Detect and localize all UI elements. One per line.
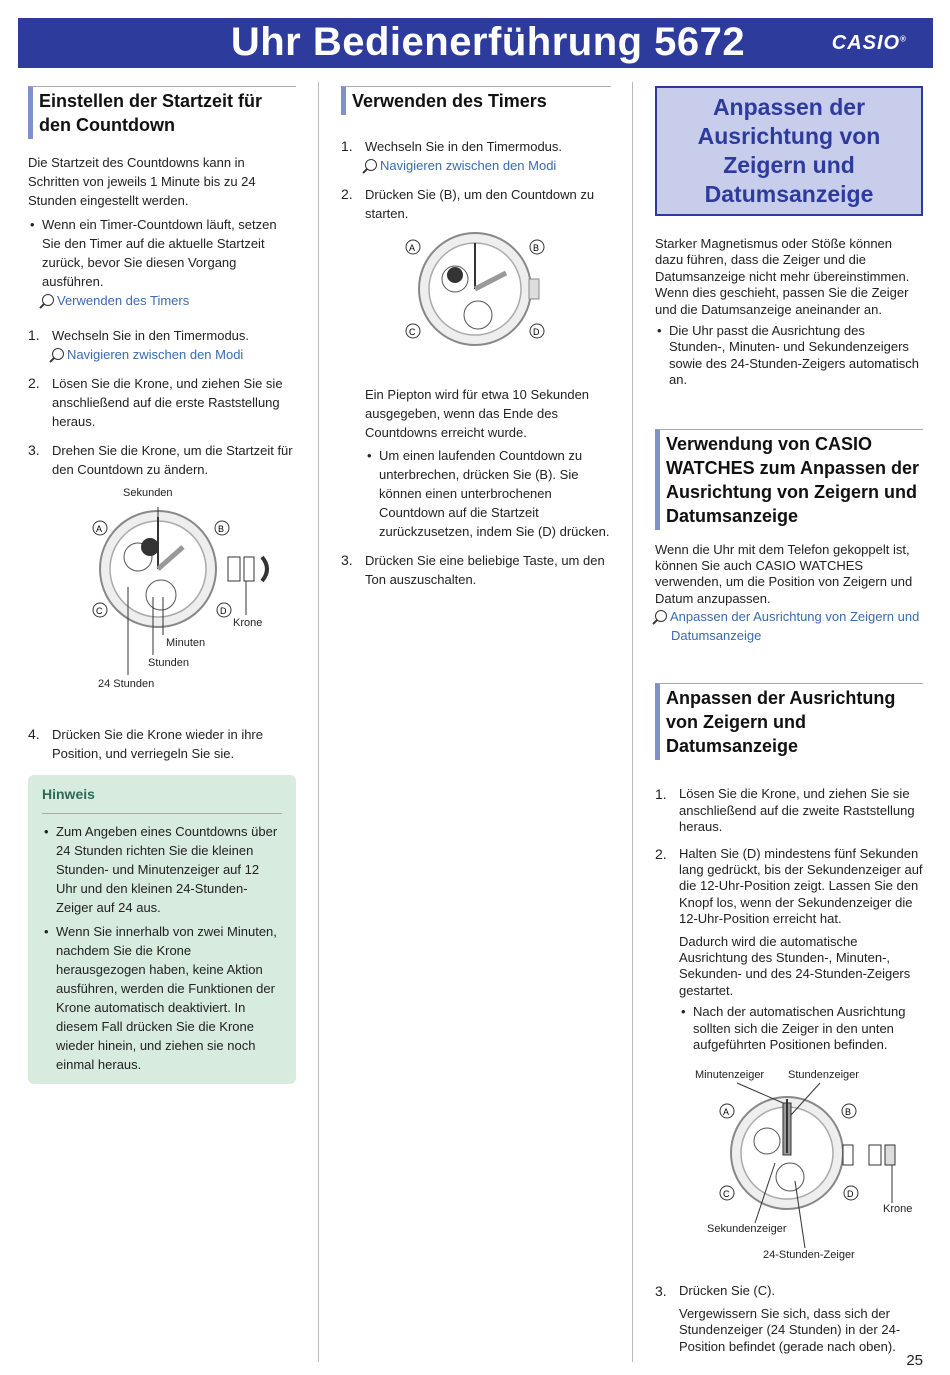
page-header: [18, 18, 933, 68]
search-icon: [42, 294, 54, 306]
svg-text:B: B: [533, 243, 540, 253]
step-2: 2. Lösen Sie die Krone, und ziehen Sie sie anschließend auf die erste Raststellung heraus.: [28, 375, 283, 429]
beep-text: Ein Piepton wird für etwa 10 Sekunden ausgegeben, wenn das Ende des Countdowns erreicht wurde.: [365, 387, 590, 440]
section-heading: Einstellen der Startzeit für den Countdown: [28, 86, 296, 139]
label-minuten: Minuten: [166, 637, 206, 649]
bullet-note: • Wenn ein Timer-Countdown läuft, setzen Sie den Timer auf die aktuelle Startzeit zurück, bevor Sie diesen Vorgang ausführen.: [28, 215, 296, 291]
watch-illustration: [655, 1063, 923, 1263]
search-icon: [52, 348, 64, 360]
section-heading: Verwendung von CASIO WATCHES zum Anpassen der Ausrichtung von Zeigern und Datumsanzeige: [655, 429, 923, 530]
step-2: 2. Halten Sie (D) mindestens fünf Sekunden lang gedrückt, bis der Sekundenzeiger auf die 12-Uhr-Position zeigt. Lassen Sie den Knopf los, wenn der Sekundenzeiger die 12-Uhr-Position erreicht hat. Dadurch wird die automatische Ausrichtung des Stunden-, Minuten-, Sekunden- und des 24-Stunden-Zeigers gestartet. • Nach der automatischen Ausrichtung sollten sich die Zeiger in den unten aufgeführten Positionen befinden.: [655, 846, 923, 1054]
column-2: [341, 86, 611, 589]
step-3: 3. Drücken Sie eine beliebige Taste, um den Ton auszuschalten.: [341, 552, 605, 587]
link-navigieren-modi[interactable]: Navigieren zwischen den Modi: [365, 156, 611, 175]
label-stundenzeiger: Stundenzeiger: [788, 1069, 859, 1082]
section-heading: Anpassen der Ausrichtung von Zeigern und Datumsanzeige: [655, 683, 923, 760]
label-24-stunden-zeiger: 24-Stunden-Zeiger: [763, 1249, 855, 1262]
watch-illustration: [341, 231, 611, 361]
step-2-bullet: • Nach der automatischen Ausrichtung sollten sich die Zeiger in den unten aufgeführten Positionen befinden.: [679, 1004, 923, 1053]
search-icon: [365, 159, 377, 171]
svg-text:D: D: [533, 327, 540, 337]
hint-bullet: • Wenn Sie innerhalb von zwei Minuten, nachdem Sie die Krone herausgezogen haben, keine Aktion ausführen, werden die Funktionen der Krone automatisch deaktiviert. In diesem Fall drücken Sie die Krone wieder hinein, und ziehen sie noch einmal heraus.: [42, 922, 282, 1074]
svg-text:B: B: [845, 1107, 852, 1118]
bullet-note: • Um einen laufenden Countdown zu unterbrechen, drücken Sie (B). Sie können einen unterbrochenen Countdown auf die Startzeit zurückzusetzen, indem Sie (D) drücken.: [365, 446, 611, 541]
svg-text:D: D: [220, 606, 227, 616]
page-title: Uhr Bedienerführung 5672: [230, 20, 746, 64]
label-sekunden: Sekunden: [123, 487, 173, 499]
paragraph: Wenn die Uhr mit dem Telefon gekoppelt ist, können Sie auch CASIO WATCHES verwenden, um die Position von Zeigern und Datum anzupassen.: [655, 541, 913, 606]
page-number: 25: [906, 1352, 923, 1369]
section-heading: Verwenden des Timers: [341, 86, 611, 115]
link-anpassen-ausrichtung[interactable]: Anpassen der Ausrichtung von Zeigern und Datumsanzeige: [655, 607, 923, 645]
hint-box: [28, 775, 296, 1084]
link-navigieren-modi[interactable]: Navigieren zwischen den Modi: [52, 345, 296, 364]
search-icon: [655, 610, 667, 622]
column-3: [655, 86, 923, 1355]
svg-text:B: B: [218, 524, 225, 534]
svg-text:C: C: [723, 1189, 730, 1200]
column-divider: [318, 82, 319, 1362]
label-24-stunden: 24 Stunden: [98, 678, 155, 690]
section-box-title: Anpassen der Ausrichtung von Zeigern und Datumsanzeige: [655, 86, 923, 216]
label-sekundenzeiger: Sekundenzeiger: [707, 1223, 787, 1236]
label-krone: Krone: [233, 617, 263, 629]
watch-diagram-hands: [655, 1063, 923, 1263]
step-1: 1. Wechseln Sie in den Timermodus. Navigieren zwischen den Modi: [28, 326, 296, 364]
intro-text: Die Startzeit des Countdowns kann in Schritten von jeweils 1 Minute bis zu 24 Stunden eingestellt werden.: [28, 155, 256, 208]
column-1: [28, 86, 296, 1084]
casio-logo: CASIO®: [831, 32, 907, 54]
step-1: 1. Wechseln Sie in den Timermodus. Navigieren zwischen den Modi: [341, 137, 611, 175]
link-verwenden-timers[interactable]: Verwenden des Timers: [28, 291, 296, 310]
watch-diagram-crown: [28, 487, 296, 717]
svg-text:A: A: [723, 1107, 730, 1118]
label-minutenzeiger: Minutenzeiger: [695, 1069, 765, 1082]
svg-text:D: D: [847, 1189, 854, 1200]
label-krone: Krone: [883, 1203, 913, 1216]
step-2-detail: Dadurch wird die automatische Ausrichtung des Stunden-, Minuten-, Sekunden- und des 24-Stunden-Zeigers gestartet.: [679, 933, 911, 998]
svg-text:A: A: [409, 243, 416, 253]
hint-title: Hinweis: [42, 785, 282, 814]
svg-text:C: C: [96, 606, 103, 616]
step-3: 3. Drücken Sie (C). Vergewissern Sie sich, dass sich der Stundenzeiger (24 Stunden) in der 24-Position befindet (gerade nach oben).: [655, 1283, 923, 1355]
watch-diagram-timer: [341, 231, 611, 361]
step-2: 2. Drücken Sie (B), um den Countdown zu starten.: [341, 186, 595, 221]
hint-bullet: • Zum Angeben eines Countdowns über 24 Stunden richten Sie die kleinen Stunden- und Minutenzeiger auf 12 Uhr und den kleinen 24-Stunden-Zeiger auf 24 aus.: [42, 822, 282, 917]
intro-text: Starker Magnetismus oder Stöße können dazu führen, dass die Zeiger und die Datumsanzeige nicht mehr übereinstimmen. Wenn dies geschieht, passen Sie die Zeiger und die Datumsanzeige aneinander an.: [655, 236, 910, 317]
svg-text:A: A: [96, 524, 103, 534]
bullet-note: • Die Uhr passt die Ausrichtung des Stunden-, Minuten- und Sekundenzeigers sowie des 24-Stunden-Zeigers automatisch an.: [655, 323, 923, 389]
watch-illustration: [28, 487, 296, 717]
label-stunden: Stunden: [148, 657, 189, 669]
step-1: 1. Lösen Sie die Krone, und ziehen Sie sie anschließend auf die zweite Raststellung heraus.: [655, 786, 915, 835]
step-3: 3. Drehen Sie die Krone, um die Startzeit für den Countdown zu ändern.: [28, 442, 293, 477]
column-divider: [632, 82, 633, 1362]
step-3-detail: Vergewissern Sie sich, dass sich der Stundenzeiger (24 Stunden) in der 24-Position befindet (gerade nach oben).: [679, 1305, 901, 1354]
step-4: 4. Drücken Sie die Krone wieder in ihre Position, und verriegeln Sie sie.: [28, 726, 263, 761]
svg-text:C: C: [409, 327, 416, 337]
